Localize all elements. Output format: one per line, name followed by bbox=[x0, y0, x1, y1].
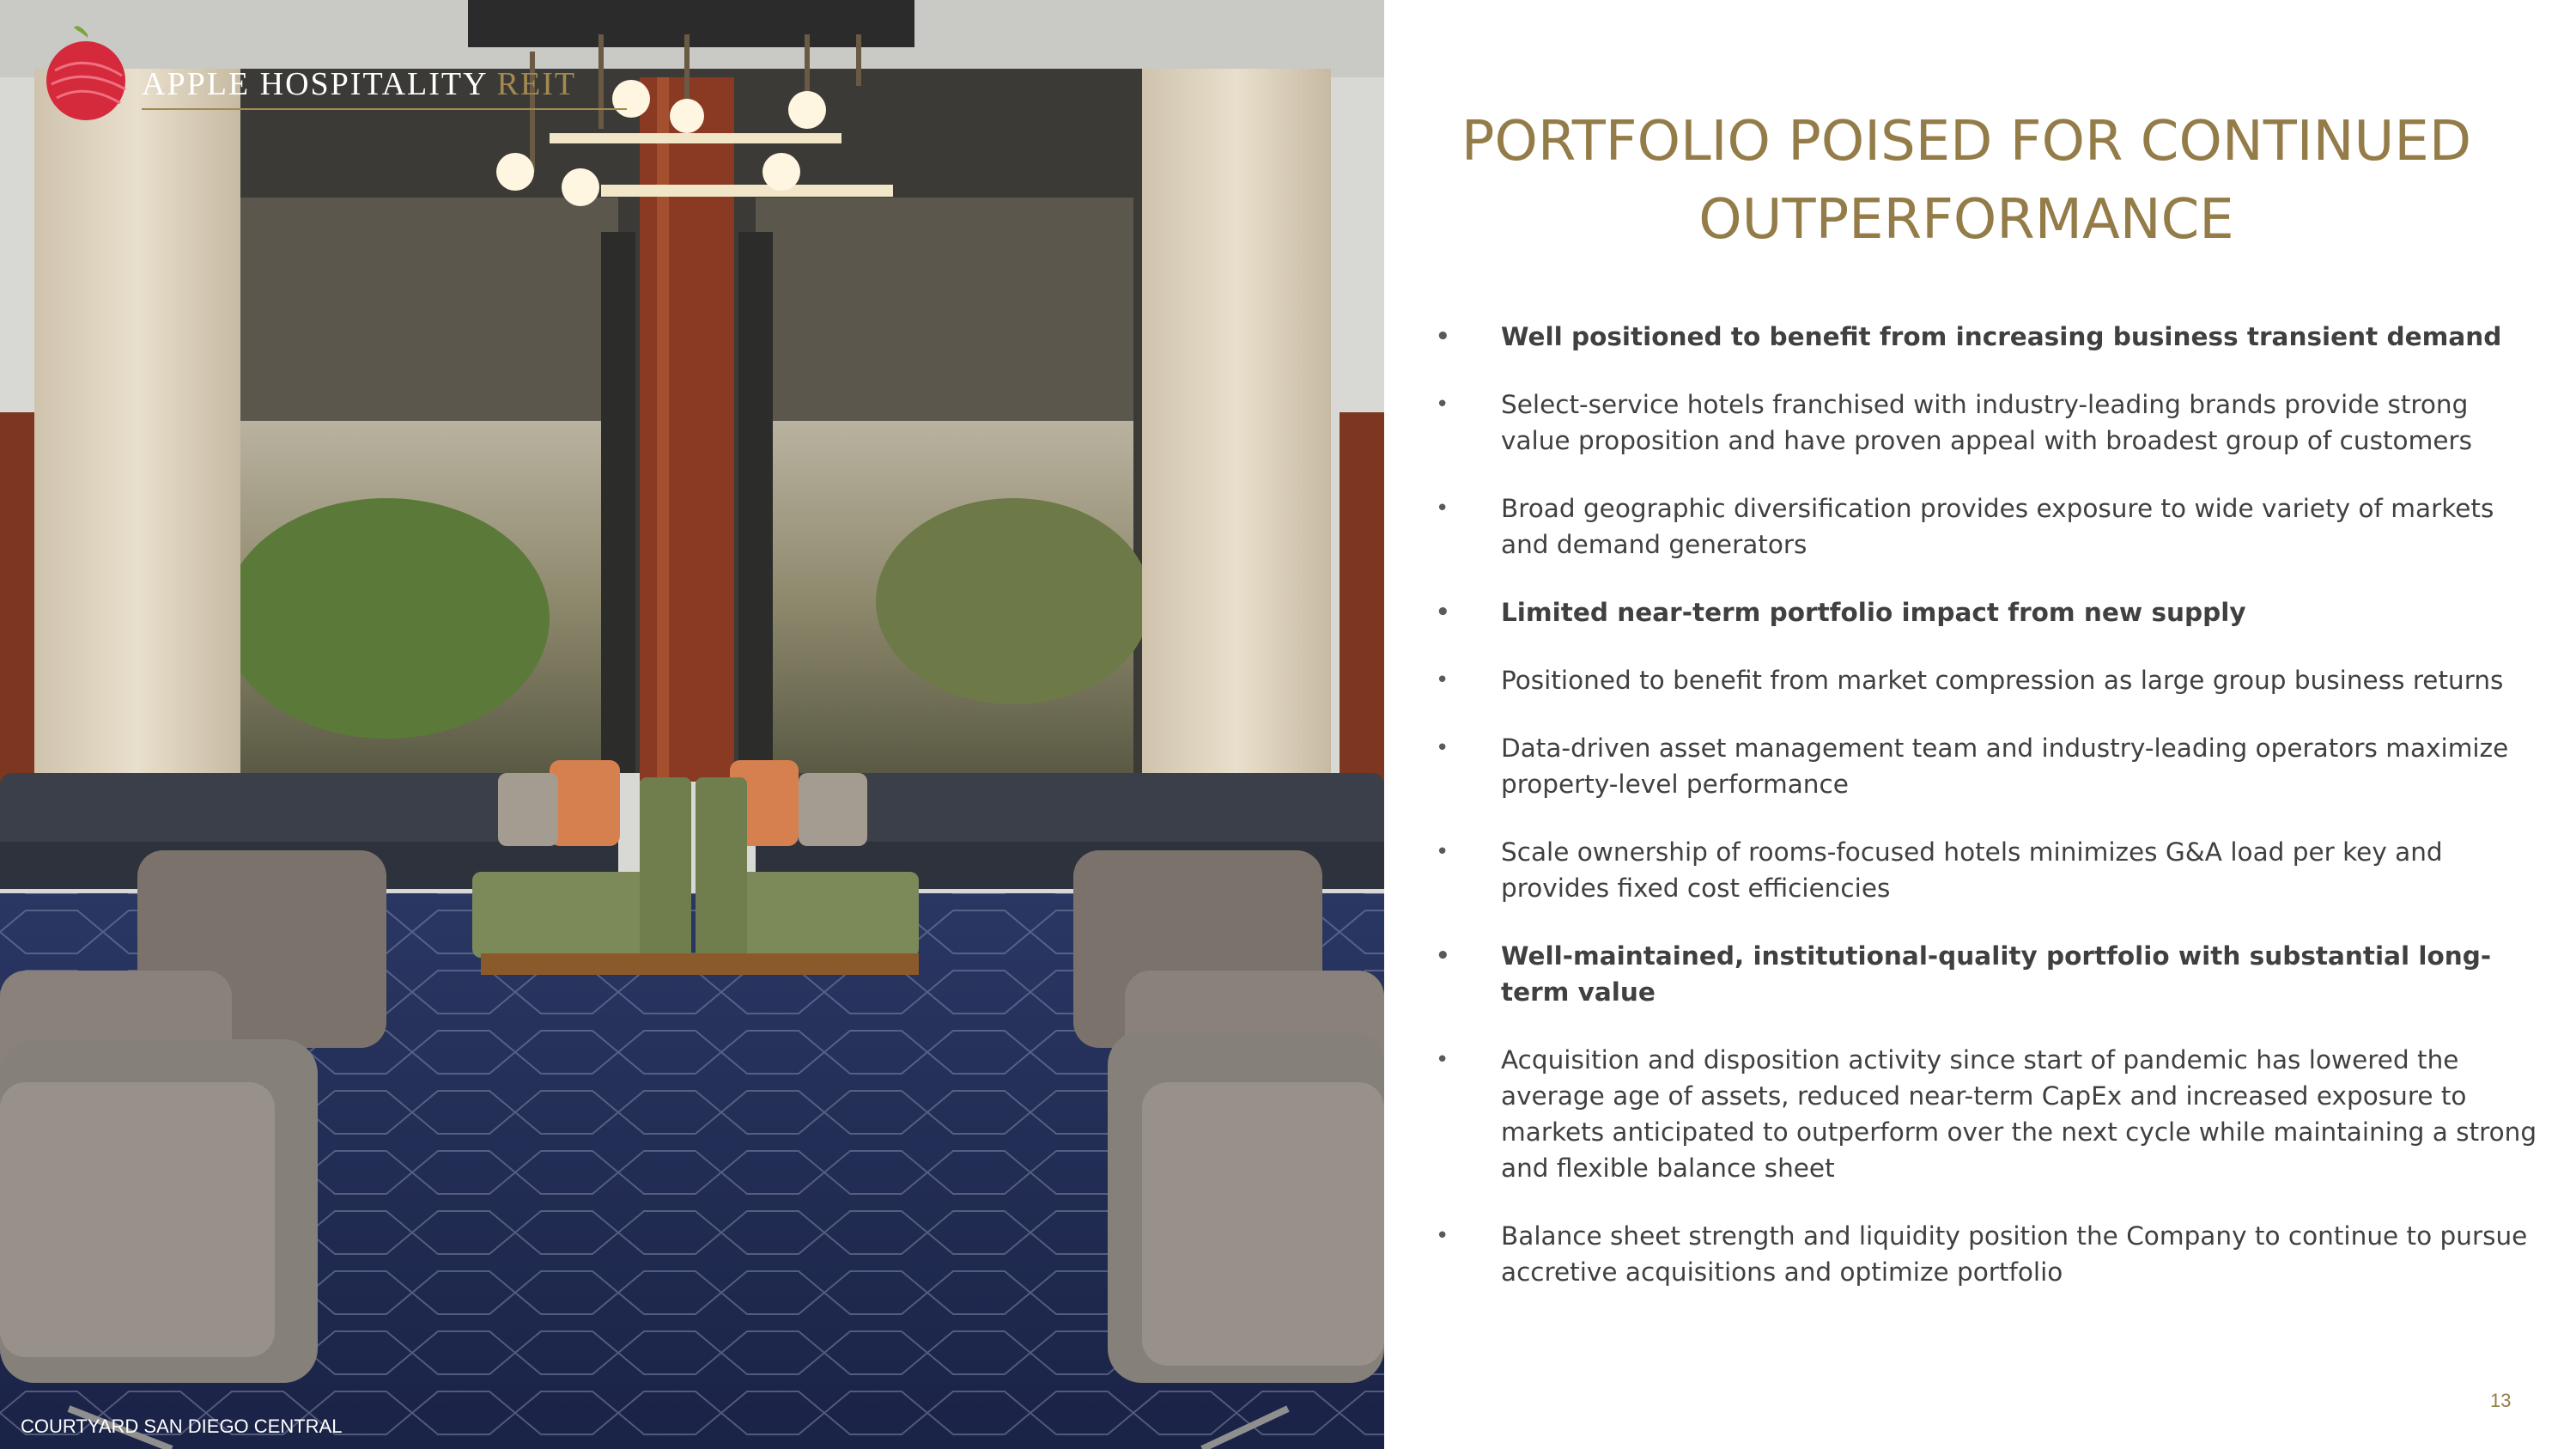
bullet-text: Select-service hotels franchised with industry-leading brands provide strong value proposition and have proven appeal with broadest group of customers bbox=[1501, 390, 2472, 455]
bullet-dot-icon: • bbox=[1436, 943, 1450, 969]
page-number: 13 bbox=[2490, 1390, 2512, 1411]
bullet-dot-icon: • bbox=[1436, 600, 1450, 625]
bullet-dot-icon: • bbox=[1436, 392, 1449, 417]
bullet-text: Acquisition and disposition activity since start of pandemic has lowered the average age of assets, reduced near-term CapEx and increased exposure to markets anticipated to outperform over the next cycle while maintaining a strong and flexible balance sheet bbox=[1501, 1045, 2537, 1183]
bullet-text: Balance sheet strength and liquidity position the Company to continue to pursue accretive acquisitions and optimize portfolio bbox=[1501, 1221, 2528, 1287]
bullet-dot-icon: • bbox=[1436, 1223, 1449, 1249]
bullet-text: Data-driven asset management team and industry-leading operators maximize property-level performance bbox=[1501, 734, 2509, 799]
bullet-dot-icon: • bbox=[1436, 667, 1449, 693]
bullet-dot-icon: • bbox=[1436, 735, 1449, 761]
bullet-item bbox=[1436, 594, 2543, 630]
bullet-text: Limited near-term portfolio impact from new supply bbox=[1501, 598, 2246, 627]
bullet-dot-icon: • bbox=[1436, 1047, 1449, 1073]
slide-title-line-2: OUTPERFORMANCE bbox=[1698, 188, 2234, 252]
bullet-list bbox=[1436, 319, 2543, 1322]
logo-underline bbox=[142, 108, 627, 110]
company-logo bbox=[43, 19, 644, 122]
bullet-item bbox=[1436, 319, 2543, 355]
bullet-item bbox=[1436, 1042, 2543, 1186]
bullet-dot-icon: • bbox=[1436, 496, 1449, 521]
bullet-text: Positioned to benefit from market compression as large group business returns bbox=[1501, 666, 2504, 695]
bullet-item bbox=[1436, 938, 2543, 1010]
brand-name-suffix: REIT bbox=[496, 66, 577, 102]
bullet-dot-icon: • bbox=[1436, 839, 1449, 865]
bullet-item bbox=[1436, 490, 2543, 563]
bullet-text: Broad geographic diversification provides exposure to wide variety of markets and demand generators bbox=[1501, 494, 2494, 559]
brand-name-main: APPLE HOSPITALITY bbox=[142, 66, 488, 102]
bullet-text: Scale ownership of rooms-focused hotels minimizes G&A load per key and provides fixed cost efficiencies bbox=[1501, 837, 2443, 903]
bullet-item bbox=[1436, 730, 2543, 802]
brand-name bbox=[142, 65, 576, 103]
bullet-text: Well-maintained, institutional-quality portfolio with substantial long-term value bbox=[1501, 941, 2492, 1007]
bullet-item bbox=[1436, 1218, 2543, 1290]
slide-title-line-1: PORTFOLIO POISED FOR CONTINUED bbox=[1461, 110, 2472, 174]
bullet-item bbox=[1436, 387, 2543, 459]
apple-logo-icon bbox=[43, 19, 137, 122]
slide-title bbox=[1408, 103, 2524, 259]
bullet-item bbox=[1436, 834, 2543, 906]
bullet-text: Well positioned to benefit from increasing business transient demand bbox=[1501, 322, 2502, 351]
photo-caption: COURTYARD SAN DIEGO CENTRAL bbox=[21, 1416, 343, 1437]
bullet-item bbox=[1436, 662, 2543, 698]
bullet-dot-icon: • bbox=[1436, 324, 1450, 350]
